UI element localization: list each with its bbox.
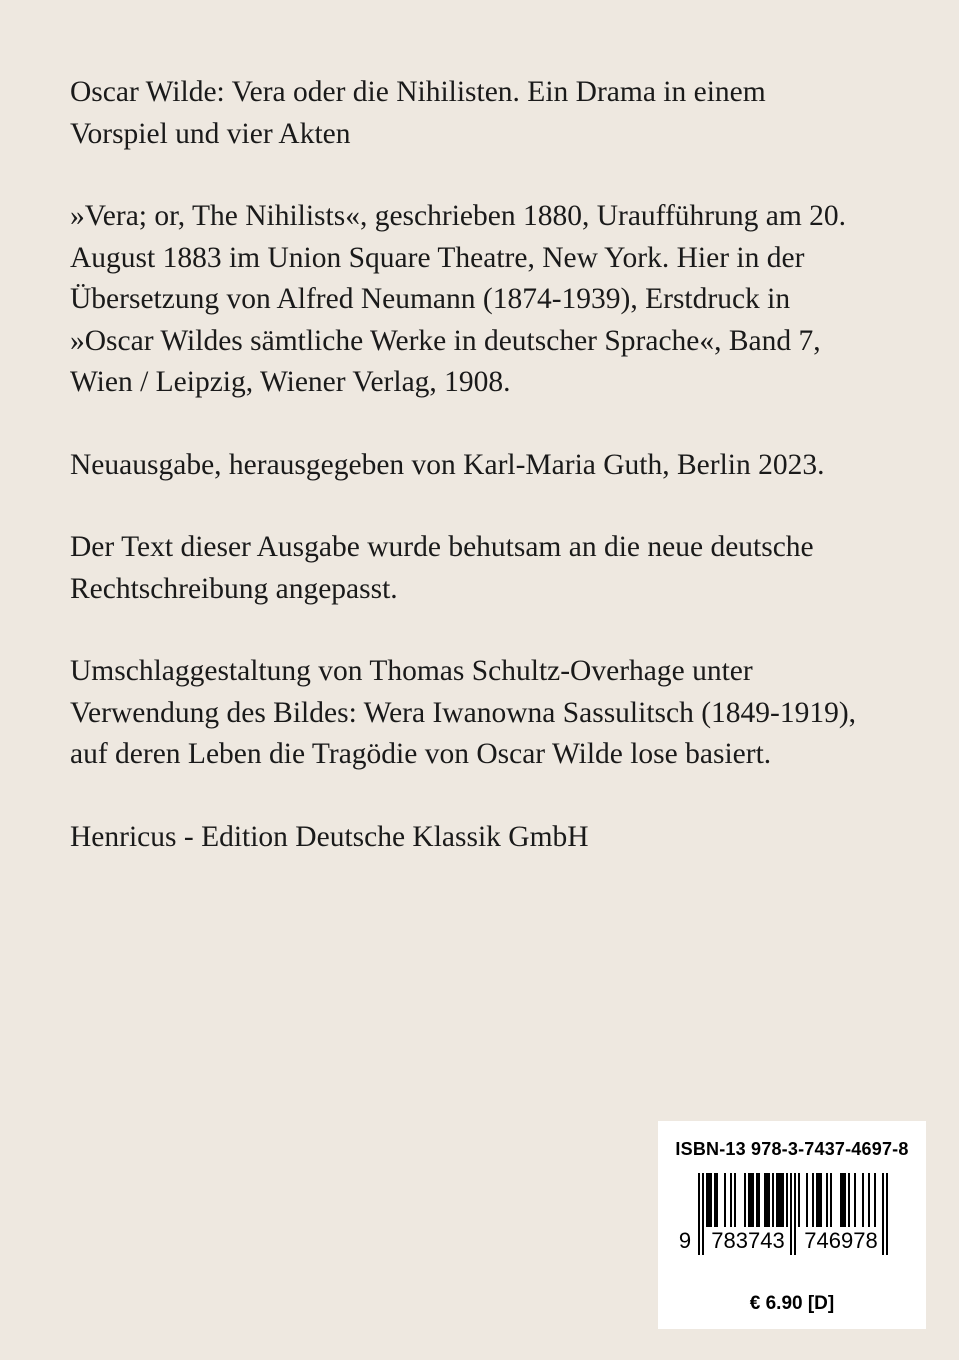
barcode-guard-bar	[698, 1173, 700, 1255]
paragraph-orthography	[70, 527, 910, 610]
barcode-bar	[756, 1173, 758, 1227]
text-line: auf deren Leben die Tragödie von Oscar Wilde lose basiert.	[70, 738, 772, 770]
barcode-bar	[820, 1173, 822, 1227]
barcode-bar	[826, 1173, 828, 1227]
barcode-bar	[786, 1173, 788, 1227]
barcode-digits-left: 783743	[711, 1228, 785, 1253]
text-line: Oscar Wilde: Vera oder die Nihilisten. Ein Drama in einem	[70, 76, 766, 108]
barcode-bar	[744, 1173, 746, 1227]
price-label: € 6.90 [D]	[749, 1293, 835, 1314]
barcode-guard-bar	[886, 1173, 888, 1255]
text-line: Rechtschreibung angepasst.	[70, 572, 398, 605]
paragraph-new-edition	[70, 445, 910, 487]
barcode-bar	[816, 1173, 818, 1227]
barcode-guard-bar	[882, 1173, 884, 1255]
text-line: Henricus - Edition Deutsche Klassik GmbH	[70, 820, 589, 853]
barcode-guard-bar	[702, 1173, 704, 1255]
paragraph-title	[70, 72, 910, 155]
paragraph-publication-history	[70, 196, 910, 404]
barcode-digit-first: 9	[678, 1228, 692, 1253]
barcode-bar	[764, 1173, 766, 1227]
barcode-bar	[806, 1173, 808, 1227]
barcode-bar	[716, 1173, 718, 1227]
barcode-bar	[868, 1173, 870, 1227]
barcode-bar	[750, 1173, 752, 1227]
barcode-bar	[780, 1173, 782, 1227]
barcode-bar	[748, 1173, 750, 1227]
barcode-bar	[812, 1173, 814, 1227]
text-line: Verwendung des Bildes: Wera Iwanowna Sassulitsch (1849-1919),	[70, 696, 857, 729]
barcode-bar	[734, 1173, 736, 1227]
barcode-bar	[776, 1173, 778, 1227]
text-line: Umschlaggestaltung von Thomas Schultz-Overhage unter	[70, 655, 753, 687]
barcode-bar	[848, 1173, 850, 1227]
text-line: August 1883 im Union Square Theatre, New York. Hier in der	[70, 241, 805, 274]
barcode-bar	[830, 1173, 832, 1227]
paragraph-cover-design	[70, 651, 910, 776]
barcode-bar	[854, 1173, 856, 1227]
barcode-bar	[772, 1173, 774, 1227]
isbn-label: ISBN-13 978-3-7437-4697-8	[675, 1139, 909, 1159]
barcode-bar	[724, 1173, 726, 1227]
barcode-bar	[874, 1173, 876, 1227]
barcode-bar	[840, 1173, 842, 1227]
barcode-bar	[758, 1173, 760, 1227]
barcode-bar	[862, 1173, 864, 1227]
barcode-bar	[706, 1173, 708, 1227]
barcode-guard-bar	[790, 1173, 792, 1255]
isbn-barcode-box	[658, 1121, 926, 1329]
barcode-bar	[798, 1173, 800, 1227]
barcode-bar	[766, 1173, 768, 1227]
paragraph-publisher	[70, 817, 910, 859]
barcode-bar	[714, 1173, 716, 1227]
imprint-text	[70, 72, 910, 899]
barcode-bar	[778, 1173, 780, 1227]
text-line: Übersetzung von Alfred Neumann (1874-1939), Erstdruck in	[70, 283, 791, 315]
text-line: Wien / Leipzig, Wiener Verlag, 1908.	[70, 366, 511, 398]
barcode-guard-bar	[794, 1173, 796, 1255]
barcode-bar	[752, 1173, 754, 1227]
text-line: Neuausgabe, herausgegeben von Karl-Maria Guth, Berlin 2023.	[70, 448, 825, 481]
text-line: Vorspiel und vier Akten	[70, 117, 351, 150]
barcode-bar	[730, 1173, 732, 1227]
ean13-barcode	[672, 1171, 912, 1287]
barcode-bar	[842, 1173, 844, 1227]
barcode-bar	[708, 1173, 710, 1227]
barcode-bar	[818, 1173, 820, 1227]
barcode-bar	[844, 1173, 846, 1227]
text-line: »Oscar Wildes sämtliche Werke in deutscher Sprache«, Band 7,	[70, 324, 821, 357]
text-line: »Vera; or, The Nihilists«, geschrieben 1880, Uraufführung am 20.	[70, 200, 847, 232]
barcode-bar	[768, 1173, 770, 1227]
barcode-bar	[710, 1173, 712, 1227]
barcode-digits-right: 746978	[804, 1228, 878, 1253]
text-line: Der Text dieser Ausgabe wurde behutsam an die neue deutsche	[70, 531, 814, 563]
barcode-bar	[782, 1173, 784, 1227]
